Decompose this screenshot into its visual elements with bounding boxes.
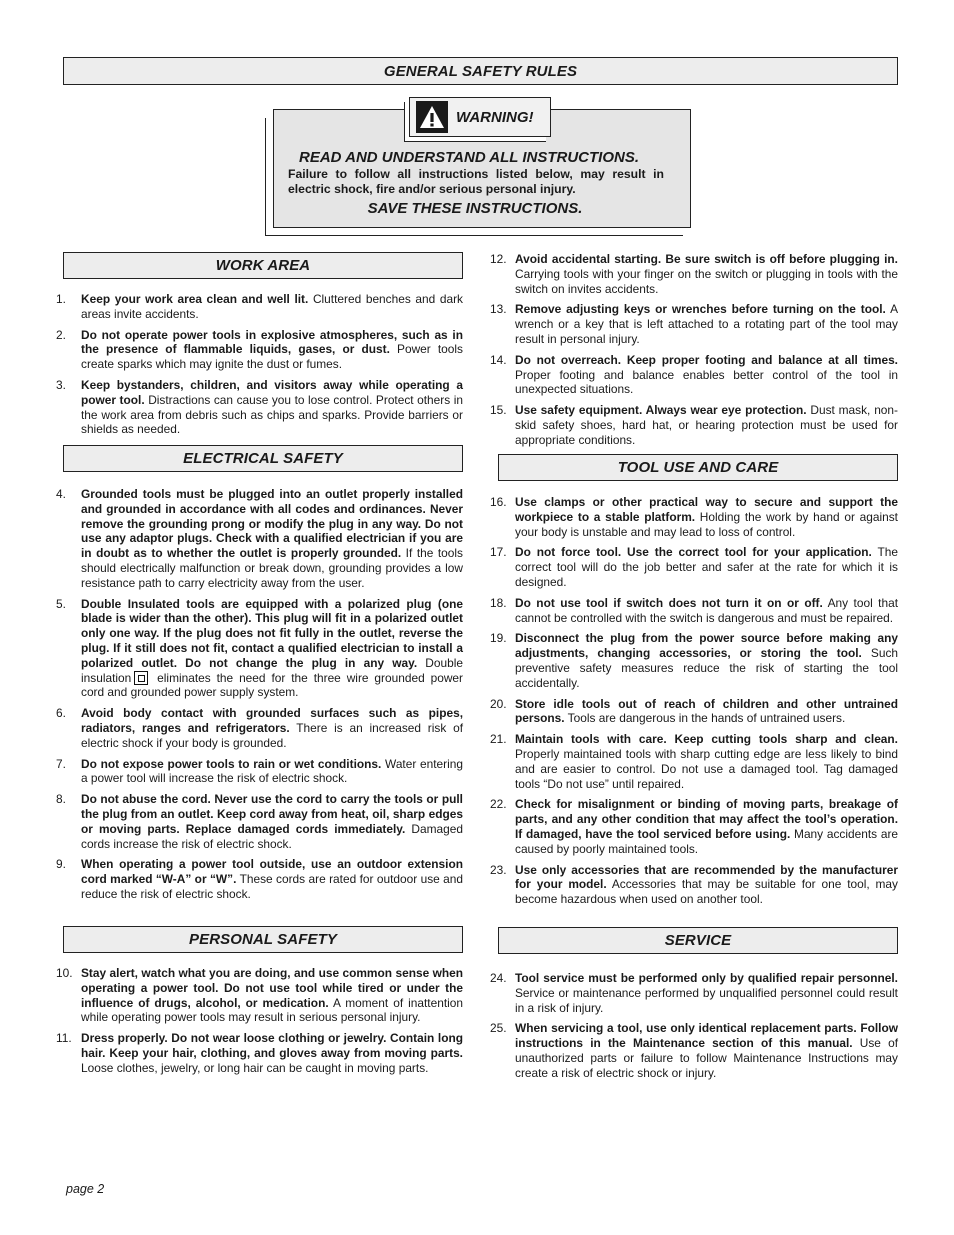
item-number: 21. xyxy=(490,732,507,747)
item-plain-text: Carrying tools with your finger on the switch or plugging in tools with the switch on invites accidents. xyxy=(515,266,898,296)
item-plain-text: If the tools should electrically malfunction or break down, grounding provides a low resistance path to carry electricity away from the user. xyxy=(81,546,463,590)
item-bold-text: Tool service must be performed only by qualified repair personnel. xyxy=(515,971,898,985)
item-bold-text: When operating a power tool outside, use an outdoor extension cord marked “W-A” or “W”. xyxy=(81,857,463,887)
item-plain-text: Distractions can cause you to lose control. Protect others in the work area from debris such as chips and sparks. Provide barriers or shields as needed. xyxy=(81,392,463,437)
item-text xyxy=(81,792,463,851)
item-number: 12. xyxy=(490,252,507,266)
item-text xyxy=(515,863,898,907)
item-number: 1. xyxy=(56,292,66,306)
item-number: 7. xyxy=(56,756,66,771)
list-electrical xyxy=(56,487,463,908)
item-text xyxy=(515,252,898,296)
item-bold-text: Do not expose power tools to rain or wet conditions. xyxy=(81,756,382,771)
item-bold-text: Keep bystanders, children, and visitors away while operating a power tool. xyxy=(81,377,463,407)
item-plain-text: A moment of inattention while operating power tools may result in serious personal injury. xyxy=(81,995,463,1025)
item-plain-text: Water entering a power tool will increase the risk of electric shock. xyxy=(81,756,463,786)
item-number: 5. xyxy=(56,596,66,611)
list-item xyxy=(490,797,898,856)
item-text xyxy=(515,732,898,791)
item-number: 11. xyxy=(56,1031,72,1046)
section-title: TOOL USE AND CARE xyxy=(617,459,779,476)
double-insulation-icon xyxy=(134,671,148,685)
item-text xyxy=(515,596,898,626)
item-number: 8. xyxy=(56,792,66,807)
item-plain-text: These cords are rated for outdoor use and reduce the risk of electric shock. xyxy=(81,872,464,901)
read-instructions: READ AND UNDERSTAND ALL INSTRUCTIONS. xyxy=(299,149,639,166)
item-plain-text: A wrench or a key that is left attached to a rotating part of the tool may result in personal injury. xyxy=(515,302,899,346)
warning-triangle-icon xyxy=(416,101,448,133)
list-work-area xyxy=(56,292,463,443)
section-header-tool-use xyxy=(498,454,898,481)
item-text xyxy=(515,495,898,539)
item-number: 6. xyxy=(56,706,66,721)
section-title: SERVICE xyxy=(664,932,732,949)
list-item xyxy=(490,302,898,346)
list-item xyxy=(56,1031,463,1075)
item-text xyxy=(81,966,463,1025)
list-item xyxy=(56,706,463,750)
item-number: 3. xyxy=(56,377,66,392)
warning-text: WARNING! xyxy=(456,108,534,126)
item-bold-text: Remove adjusting keys or wrenches before turning on the tool. xyxy=(515,302,886,317)
list-personal xyxy=(56,966,463,1082)
item-text xyxy=(81,706,463,750)
item-plain-text: Any tool that cannot be controlled with the switch is dangerous and must be repaired. xyxy=(515,595,899,625)
item-number: 22. xyxy=(490,797,507,812)
item-plain-text: Tools are dangerous in the hands of untrained users. xyxy=(564,711,846,726)
item-bold-text: Dress properly. Do not wear loose clothing or jewelry. Contain long hair. Keep your hair, clothing, and gloves away from moving parts. xyxy=(81,1031,463,1060)
list-item xyxy=(490,403,898,447)
item-text xyxy=(515,631,898,690)
item-bold-text: Stay alert, watch what you are doing, and use common sense when operating a power tool. Do not use tool while tired or under the influence of drugs, alcohol, or medication. xyxy=(81,966,463,1010)
item-plain-text: The correct tool will do the job better and safer at the rate for which it is designed. xyxy=(515,545,899,589)
item-plain-text: Properly maintained tools with sharp cutting edge are less likely to bind and are easier to control. Do not use a damaged tool. Tag damaged tools “Do not use” until repaired. xyxy=(515,746,898,791)
item-number: 18. xyxy=(490,595,507,610)
list-item xyxy=(490,252,898,296)
list-item xyxy=(56,292,463,322)
item-bold-text: When servicing a tool, use only identical replacement parts. Follow instructions in the Maintenance section of this manual. xyxy=(515,1021,898,1051)
item-number: 25. xyxy=(490,1021,507,1036)
list-item xyxy=(490,495,898,539)
item-plain-text: Power tools create sparks which may ignite the dust or fumes. xyxy=(81,342,463,372)
list-item xyxy=(490,971,898,1015)
item-number: 19. xyxy=(490,631,507,646)
item-bold-text: Do not force tool. Use the correct tool for your application. xyxy=(515,545,872,560)
item-plain-text: Holding the work by hand or against your body is unstable and may lead to loss of control. xyxy=(515,509,898,539)
list-right-top xyxy=(490,252,898,454)
item-bold-text: Store idle tools out of reach of children and other untrained persons. xyxy=(515,696,898,726)
item-text xyxy=(81,328,463,372)
list-item xyxy=(56,757,463,787)
save-instructions: SAVE THESE INSTRUCTIONS. xyxy=(367,200,583,217)
item-bold-text: Grounded tools must be plugged into an outlet properly installed and grounded in accordance with all codes and ordinances. Never remove the grounding prong or modify the plug in any way. Do not use any adaptor plugs. Check with a qualified electrician if you are in doubt as to whether the outlet is properly grounded. xyxy=(81,487,463,561)
item-bold-text: Keep your work area clean and well lit. xyxy=(81,292,309,306)
item-plain-text: Cluttered benches and dark areas invite accidents. xyxy=(81,292,464,321)
item-number: 20. xyxy=(490,696,507,711)
item-plain-text: eliminates the need for the three wire grounded power cord and grounded power supply system. xyxy=(81,670,463,700)
item-plain-text: Service or maintenance performed by unqualified personnel could result in a risk of injury. xyxy=(515,985,898,1015)
list-item xyxy=(490,631,898,690)
item-plain-text: Such preventive safety measures reduce the risk of starting the tool accidentally. xyxy=(515,646,899,690)
item-number: 13. xyxy=(490,302,507,317)
list-item xyxy=(56,857,463,901)
item-bold-text: Avoid accidental starting. Be sure switch is off before plugging in. xyxy=(515,252,898,266)
item-text xyxy=(81,597,463,701)
list-item xyxy=(490,697,898,727)
list-tool-use xyxy=(490,495,898,913)
list-service xyxy=(490,971,898,1087)
item-text xyxy=(81,292,463,322)
list-item xyxy=(56,966,463,1025)
item-plain-text: Loose clothes, jewelry, or long hair can be caught in moving parts. xyxy=(81,1060,429,1075)
list-item xyxy=(490,863,898,907)
item-bold-text: Do not use tool if switch does not turn it on or off. xyxy=(515,595,823,610)
item-plain-text: Many accidents are caused by poorly maintained tools. xyxy=(515,826,899,856)
item-bold-text: Avoid body contact with grounded surfaces such as pipes, radiators, ranges and refrigerators. xyxy=(81,706,463,736)
item-text xyxy=(515,697,898,727)
item-text xyxy=(515,302,898,346)
item-text xyxy=(515,1021,898,1080)
item-bold-text: Double Insulated tools are equipped with a polarized plug (one blade is wider than the other). This plug will fit in a polarized outlet only one way. If the plug does not fit fully in the outlet, reverse the plug. If it still does not fit, contact a qualified electrician to install a polarized outlet. Do not change the plug in any way. xyxy=(81,596,463,670)
item-bold-text: Do not operate power tools in explosive atmospheres, such as in the presence of flammable liquids, gases, or dust. xyxy=(81,327,463,357)
item-plain-text: Use of unauthorized parts or failure to follow Maintenance Instructions may create a risk of electric shock or injury. xyxy=(515,1036,898,1080)
item-bold-text: Do not abuse the cord. Never use the cord to carry the tools or pull the plug from an outlet. Keep cord away from heat, oil, sharp edges or moving parts. Replace damaged cords immediately. xyxy=(81,792,463,836)
item-text xyxy=(81,487,463,591)
section-header-personal xyxy=(63,926,463,953)
item-text xyxy=(81,1031,463,1075)
item-bold-text: Do not overreach. Keep proper footing and balance at all times. xyxy=(515,352,898,367)
item-plain-text: Dust mask, non-skid safety shoes, hard hat, or hearing protection must be used for appropriate conditions. xyxy=(515,403,898,447)
item-number: 10. xyxy=(56,966,73,980)
section-header-work-area xyxy=(63,252,463,279)
item-number: 2. xyxy=(56,327,66,342)
main-title-header xyxy=(63,57,898,85)
item-plain-text: There is an increased risk of electric shock if your body is grounded. xyxy=(81,721,463,750)
item-number: 4. xyxy=(56,487,66,501)
item-text xyxy=(515,353,898,397)
item-bold-text: Use only accessories that are recommended by the manufacturer for your model. xyxy=(515,862,898,892)
item-text xyxy=(515,797,898,856)
list-item xyxy=(56,597,463,701)
item-number: 23. xyxy=(490,862,507,877)
list-item xyxy=(56,792,463,851)
section-header-service xyxy=(498,927,898,954)
main-title: GENERAL SAFETY RULES xyxy=(383,62,578,80)
item-bold-text: Disconnect the plug from the power source before making any adjustments, changing accessories, or storing the tool. xyxy=(515,631,898,661)
warning-label xyxy=(409,97,551,137)
item-plain-text: Damaged cords increase the risk of electric shock. xyxy=(81,821,463,851)
item-bold-text: Check for misalignment or binding of moving parts, breakage of parts, and any other condition that may affect the tool’s operation. If damaged, have the tool serviced before using. xyxy=(515,797,898,841)
item-number: 15. xyxy=(490,403,507,418)
list-item xyxy=(490,596,898,626)
list-item xyxy=(490,732,898,791)
section-title: WORK AREA xyxy=(215,257,311,274)
item-text xyxy=(81,857,463,901)
item-text xyxy=(515,971,898,1015)
warning-failure-text: Failure to follow all instructions listed below, may result in electric shock, fire and/or serious personal injury. xyxy=(288,167,664,196)
list-item xyxy=(490,545,898,589)
item-text xyxy=(515,545,898,589)
item-number: 14. xyxy=(490,352,507,367)
item-bold-text: Use clamps or other practical way to secure and support the workpiece to a stable platform. xyxy=(515,495,898,524)
item-bold-text: Maintain tools with care. Keep cutting tools sharp and clean. xyxy=(515,732,898,747)
list-item xyxy=(56,328,463,372)
list-item xyxy=(490,353,898,397)
item-plain-text: Proper footing and balance enables better control of the tool in unexpected situations. xyxy=(515,367,898,397)
list-item xyxy=(56,487,463,591)
item-text xyxy=(81,378,463,437)
section-title: ELECTRICAL SAFETY xyxy=(183,450,343,467)
item-bold-text: Use safety equipment. Always wear eye protection. xyxy=(515,403,807,418)
section-header-electrical xyxy=(63,445,463,472)
item-text xyxy=(515,403,898,447)
list-item xyxy=(56,378,463,437)
item-number: 24. xyxy=(490,971,507,985)
list-item xyxy=(490,1021,898,1080)
section-title: PERSONAL SAFETY xyxy=(189,931,337,948)
page-number: page 2 xyxy=(66,1182,105,1196)
item-plain-text: Double insulation xyxy=(81,655,463,685)
item-number: 17. xyxy=(490,545,507,560)
item-plain-text: Accessories that may be suitable for one tool, may become hazardous when used on another tool. xyxy=(515,877,898,907)
item-number: 9. xyxy=(56,857,66,872)
item-number: 16. xyxy=(490,495,507,509)
item-text xyxy=(81,757,463,787)
